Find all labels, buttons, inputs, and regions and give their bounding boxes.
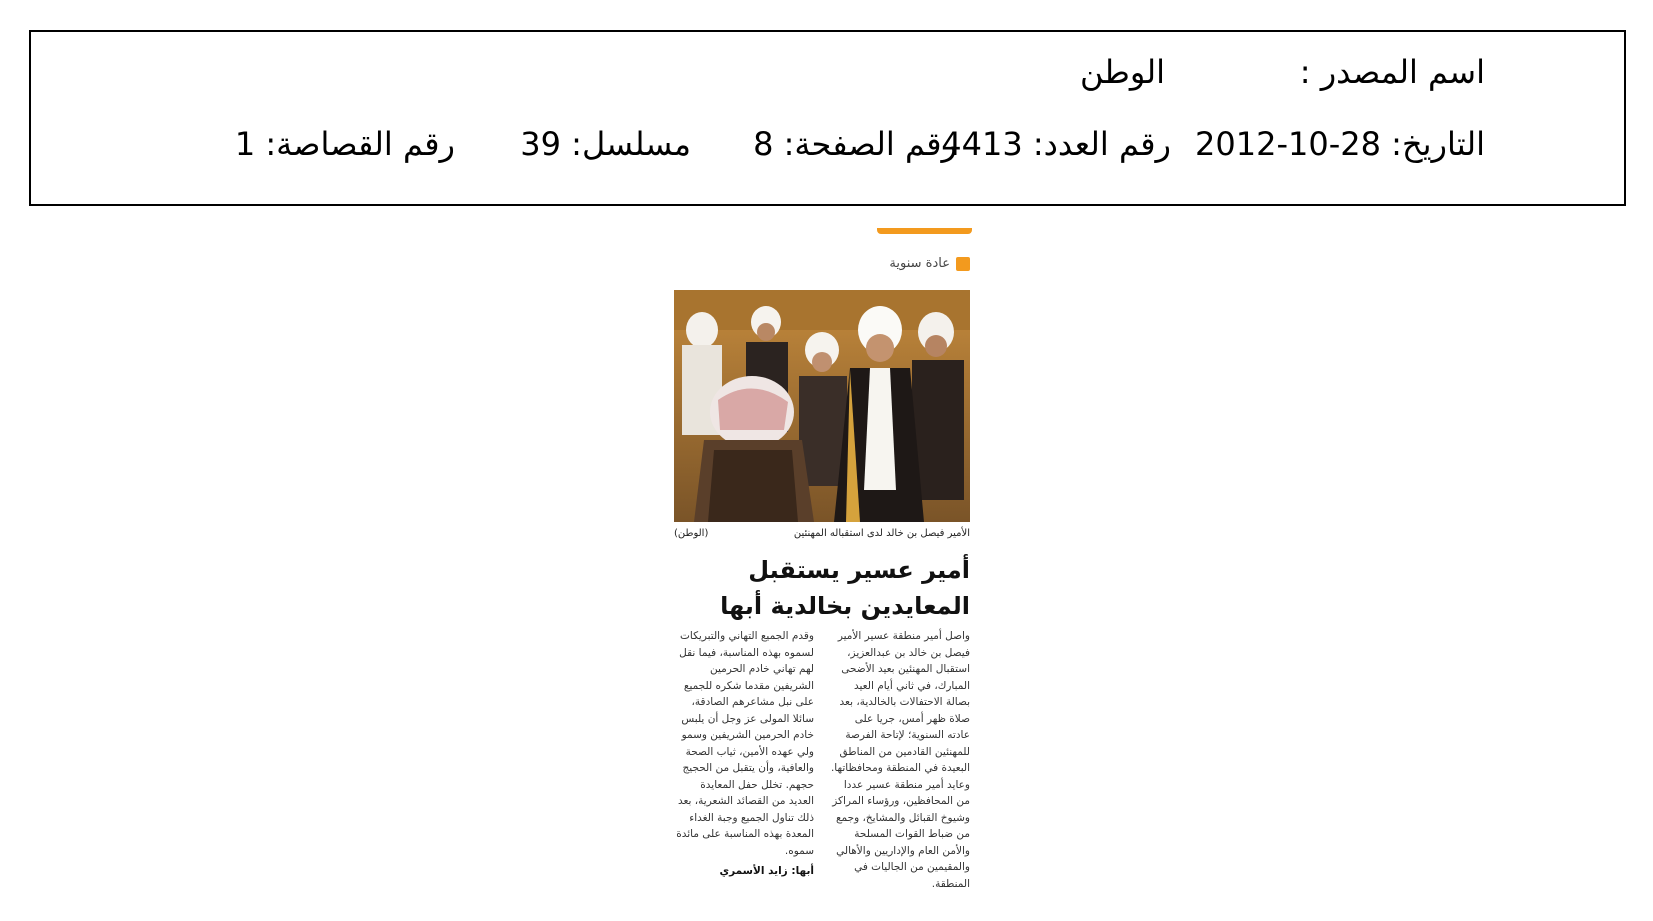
photo-credit: (الوطن): [674, 528, 709, 539]
photo-caption: الأمير فيصل بن خالد لدى استقباله المهنئين: [793, 528, 970, 539]
page-number: رقم الصفحة: 8: [753, 125, 957, 163]
article-headline: أمير عسير يستقبل المعايدين بخالدية أبها: [720, 556, 970, 620]
issue-number: رقم العدد: 4413: [941, 125, 1171, 163]
accent-bar: [877, 228, 972, 234]
source-label: اسم المصدر :: [1299, 53, 1485, 91]
photo-illustration: [674, 290, 970, 522]
article-column-left: [674, 628, 814, 880]
article-column-right: [830, 628, 970, 892]
kicker-square-icon: [956, 257, 970, 271]
kicker-label: عادة سنوية: [889, 256, 950, 271]
section-kicker: [889, 256, 970, 271]
source-value: الوطن: [1080, 53, 1165, 91]
photo-caption-row: [674, 528, 970, 544]
clipping-number: رقم القصاصة: 1: [234, 125, 455, 163]
newspaper-clipping: [672, 228, 972, 903]
date-field: التاريخ: 28-10-2012: [1195, 125, 1485, 163]
article-byline: أبها: زايد الأسمري: [719, 865, 814, 877]
column-left-text: وقدم الجميع التهاني والتبريكات لسموه بهذه المناسبة، فيما نقل لهم تهاني خادم الحرمين الشريفين مقدما شكره للجميع على نبل مشاعرهم الصادقة، سائلا المولى عز وجل أن يلبس خادم الحرمين الشريفين وسمو ولي عهده الأمين، ثياب الصحة والعافية، وأن يتقبل من الحجيج حجهم. تخلل حفل المعايدة العديد من القصائد الشعرية، بعد ذلك تناول الجميع وجبة الغداء المعدة بهذه المناسبة على مائدة سموه.: [676, 630, 814, 857]
column-right-text: واصل أمير منطقة عسير الأمير فيصل بن خالد بن عبدالعزيز، استقبال المهنئين بعيد الأضحى المبارك، في ثاني أيام العيد بصالة الاحتفالات بالخالدية، بعد صلاة ظهر أمس، جريا على عادته السنوية؛ لإتاحة الفرصة للمهنئين القادمين من المناطق البعيدة في المنطقة ومحافظاتها. وعايد أمير منطقة عسير عددا من المحافظين، ورؤساء المراكز وشيوخ القبائل والمشايخ، وجمع من ضباط القوات المسلحة والأمن العام والإداريين والأهالي والمقيمين من الجاليات في المنطقة.: [830, 630, 970, 890]
article-photo: [674, 290, 970, 522]
serial-number: مسلسل: 39: [520, 125, 691, 163]
